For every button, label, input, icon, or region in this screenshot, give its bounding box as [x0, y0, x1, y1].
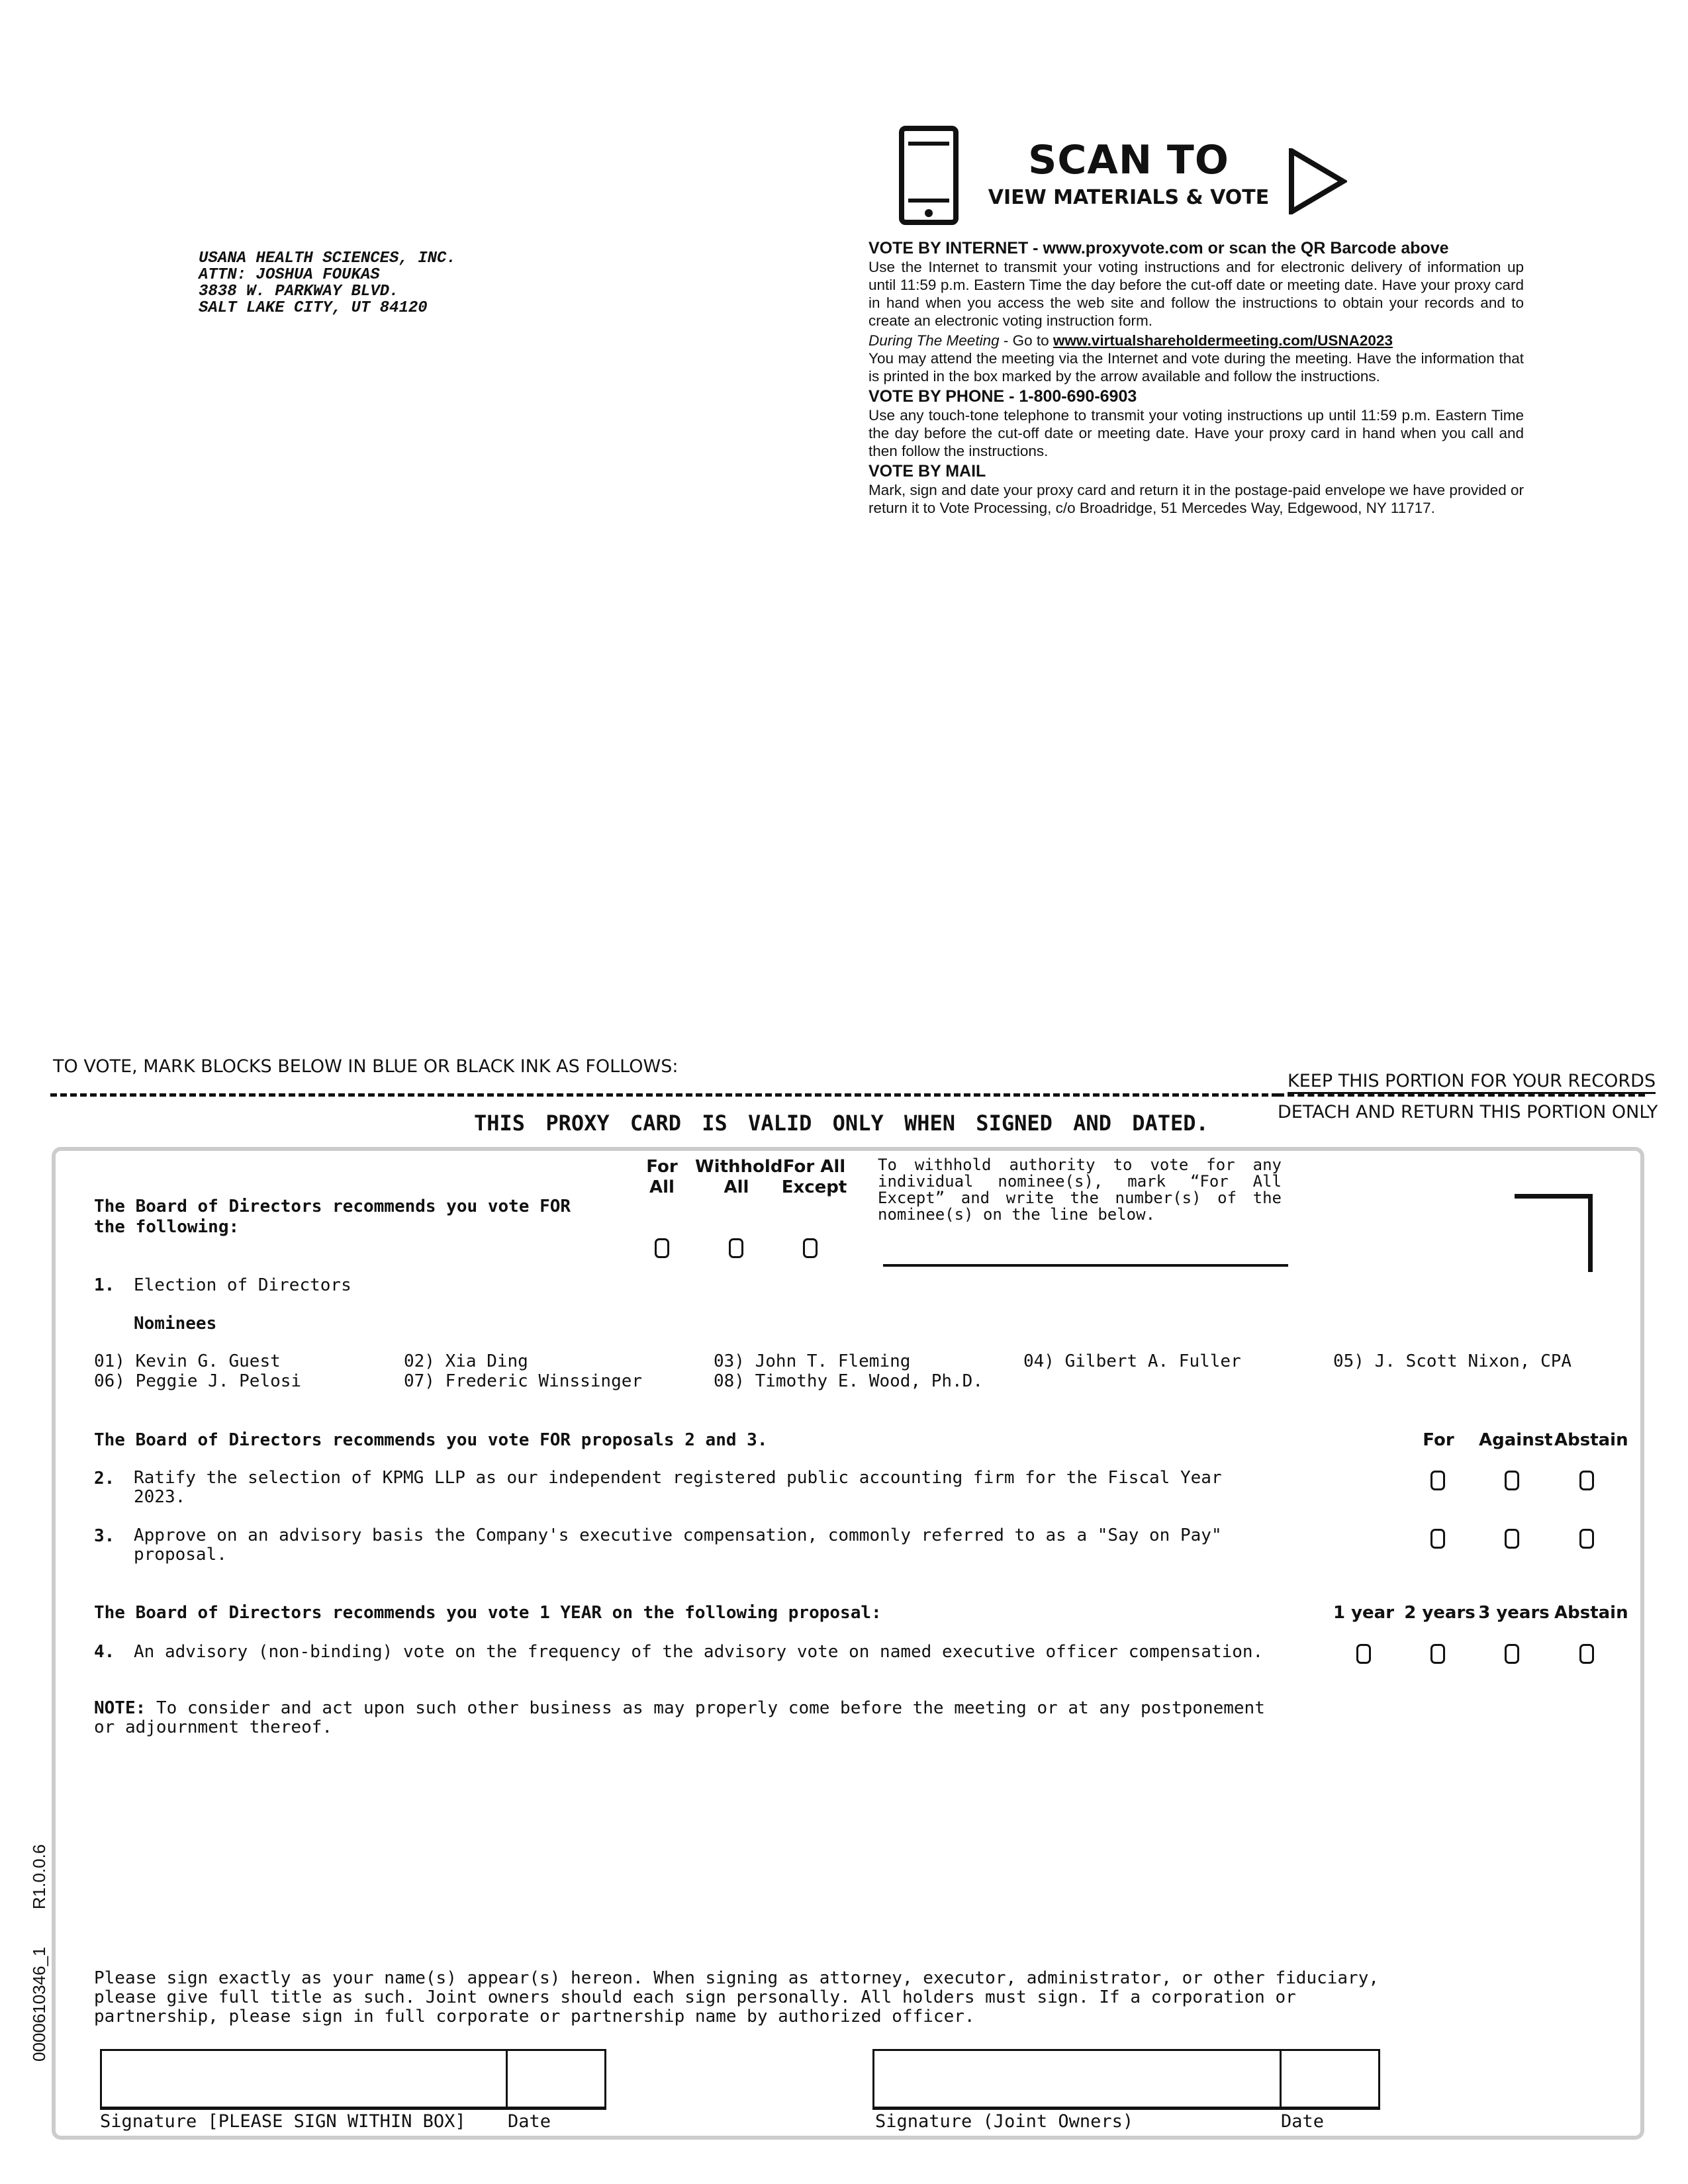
checkbox-item4-abstain[interactable] [1579, 1644, 1594, 1664]
col-against: Against [1479, 1430, 1553, 1450]
mail-heading: VOTE BY MAIL [868, 462, 986, 480]
item2-line1: Ratify the selection of KPMG LLP as our independent registered public accounting firm for the Fiscal Year [134, 1468, 1222, 1488]
col-for-all-line2: All [649, 1177, 675, 1197]
board-rec-1-line2: the following: [94, 1217, 240, 1237]
to-vote-instruction: TO VOTE, MARK BLOCKS BELOW IN BLUE OR BLACK INK AS FOLLOWS: [53, 1056, 679, 1077]
item4-text: An advisory (non-binding) vote on the frequency of the advisory vote on named executive officer compensation. [134, 1642, 1264, 1662]
joint-date-box[interactable] [1280, 2049, 1380, 2110]
corner-mark [1515, 1194, 1593, 1272]
col-abstain-4: Abstain [1554, 1603, 1628, 1623]
keep-portion-label: KEEP THIS PORTION FOR YOUR RECORDS [1288, 1071, 1656, 1094]
checkbox-item4-1-year[interactable] [1356, 1644, 1371, 1664]
col-except-line2: Except [781, 1177, 847, 1197]
item3-line1: Approve on an advisory basis the Company's executive compensation, commonly referred to as a "Say on Pay" [134, 1525, 1222, 1545]
nominees-label: Nominees [134, 1314, 217, 1334]
scan-subtitle: VIEW MATERIALS & VOTE [988, 186, 1270, 209]
note [94, 1699, 1265, 1737]
detach-line [50, 1093, 1278, 1097]
signature-label: Signature [PLEASE SIGN WITHIN BOX] [100, 2111, 466, 2132]
internet-text: Use the Internet to transmit your voting instructions and for electronic delivery of information up until 11:59 p.m. Eastern Time the day before the cut-off date or meeting date. Have your proxy card in hand when you access the web site and follow the instructions to obtain your records and to create an electronic voting instruction form. [868, 259, 1524, 329]
joint-date-label: Date [1281, 2111, 1325, 2132]
mail-text: Mark, sign and date your proxy card and return it in the postage-paid envelope we have provided or return it to Vote Processing, c/o Broadridge, 51 Mercedes Way, Edgewood, NY 11717. [868, 482, 1524, 516]
checkbox-item2-against[interactable] [1505, 1471, 1519, 1490]
col-2-years: 2 years [1404, 1603, 1476, 1623]
board-rec-1-line1: The Board of Directors recommends you vote FOR [94, 1197, 571, 1216]
item2-line2: 2023. [134, 1487, 186, 1507]
nominee-07: 07) Frederic Winssinger [404, 1371, 643, 1391]
joint-signature-box[interactable] [872, 2049, 1282, 2110]
checkbox-item3-against[interactable] [1505, 1529, 1519, 1549]
nominee-03: 03) John T. Fleming [714, 1351, 911, 1371]
meeting-label: During The Meeting [868, 332, 1000, 349]
col-for: For [1423, 1430, 1454, 1450]
sign-instructions [94, 1969, 1379, 2026]
checkbox-item3-abstain[interactable] [1579, 1529, 1594, 1549]
withhold-note: To withhold authority to vote for any individual nominee(s), mark “For All Except” and write the number(s) of the nominee(s) on the line below. [878, 1156, 1282, 1224]
scan-title: SCAN TO [1028, 137, 1229, 183]
meeting-line [868, 332, 1524, 349]
checkbox-item2-for[interactable] [1430, 1471, 1445, 1490]
meeting-goto: - Go to [999, 332, 1053, 349]
address-line-4: SALT LAKE CITY, UT 84120 [199, 299, 428, 317]
nominee-01: 01) Kevin G. Guest [94, 1351, 281, 1371]
nominee-05: 05) J. Scott Nixon, CPA [1333, 1351, 1572, 1371]
checkbox-for-all-except[interactable] [803, 1238, 818, 1258]
valid-notice: THIS PROXY CARD IS VALID ONLY WHEN SIGNED AND DATED. [474, 1111, 1209, 1136]
checkbox-withhold-all[interactable] [729, 1238, 743, 1258]
nominee-04: 04) Gilbert A. Fuller [1023, 1351, 1241, 1371]
side-code-id: 0000610346_1 [29, 1946, 49, 2062]
address-line-3: 3838 W. PARKWAY BLVD. [199, 283, 399, 300]
checkbox-item4-3-years[interactable] [1505, 1644, 1519, 1664]
col-1-year: 1 year [1333, 1603, 1395, 1623]
col-withhold-line1: Withhold [695, 1157, 783, 1177]
item3-text [134, 1526, 1222, 1565]
nominee-02: 02) Xia Ding [404, 1351, 528, 1371]
col-for-all [635, 1157, 688, 1198]
signature-box[interactable] [100, 2049, 508, 2110]
item2-text [134, 1469, 1222, 1507]
board-rec-3: The Board of Directors recommends you vote 1 YEAR on the following proposal: [94, 1603, 882, 1623]
col-withhold-line2: All [724, 1177, 749, 1197]
item1-num: 1. [94, 1275, 115, 1295]
sign-line2: please give full title as such. Joint owners should each sign personally. All holders must sign. If a corporation or [94, 1987, 1296, 2007]
note-line1: To consider and act upon such other business as may properly come before the meeting or at any postponement [156, 1698, 1265, 1718]
item3-line2: proposal. [134, 1545, 227, 1565]
note-line2: or adjournment thereof. [94, 1717, 333, 1737]
meeting-text: You may attend the meeting via the Internet and vote during the meeting. Have the information that is printed in the box marked by the arrow available and follow the instructions. [868, 350, 1524, 385]
item3-num: 3. [94, 1526, 115, 1546]
nominee-08: 08) Timothy E. Wood, Ph.D. [714, 1371, 983, 1391]
checkbox-item4-2-years[interactable] [1430, 1644, 1445, 1664]
col-for-all-line1: For [646, 1157, 678, 1177]
meeting-url-link[interactable]: www.virtualshareholdermeeting.com/USNA2023 [1053, 332, 1393, 349]
checkbox-for-all[interactable] [655, 1238, 669, 1258]
nominee-06: 06) Peggie J. Pelosi [94, 1371, 302, 1391]
date-label: Date [508, 2111, 551, 2132]
checkbox-item3-for[interactable] [1430, 1529, 1445, 1549]
checkbox-item2-abstain[interactable] [1579, 1471, 1594, 1490]
address-line-1: USANA HEALTH SCIENCES, INC. [199, 250, 456, 267]
phone-heading: VOTE BY PHONE - 1-800-690-6903 [868, 387, 1137, 406]
col-3-years: 3 years [1478, 1603, 1550, 1623]
board-rec-2: The Board of Directors recommends you vote FOR proposals 2 and 3. [94, 1430, 768, 1450]
smartphone-icon [899, 126, 959, 225]
date-box[interactable] [506, 2049, 606, 2110]
side-code-version: R1.0.0.6 [29, 1844, 49, 1909]
col-withhold-all [695, 1157, 783, 1198]
col-except-line1: For All [782, 1157, 846, 1177]
sign-line1: Please sign exactly as your name(s) appear(s) hereon. When signing as attorney, executor, administrator, or other fiduciary, [94, 1968, 1380, 1988]
phone-text: Use any touch-tone telephone to transmit your voting instructions up until 11:59 p.m. Eastern Time the day before the cut-off date or meeting date. Have your proxy card in hand when you call and then follow the instructions. [868, 407, 1524, 459]
item4-num: 4. [94, 1642, 115, 1662]
address-line-2: ATTN: JOSHUA FOUKAS [199, 266, 380, 284]
item1-text: Election of Directors [134, 1275, 352, 1295]
voting-instructions [868, 238, 1524, 517]
play-arrow-icon [1288, 148, 1347, 214]
return-address [199, 250, 456, 316]
joint-signature-label: Signature (Joint Owners) [875, 2111, 1134, 2132]
note-label: NOTE: [94, 1698, 146, 1718]
sign-line3: partnership, please sign in full corporate or partnership name by authorized officer. [94, 2007, 975, 2026]
board-rec-1 [94, 1197, 571, 1238]
col-abstain: Abstain [1554, 1430, 1628, 1450]
internet-heading: VOTE BY INTERNET - www.proxyvote.com or scan the QR Barcode above [868, 239, 1449, 257]
item2-num: 2. [94, 1469, 115, 1488]
col-for-all-except [781, 1157, 847, 1198]
detach-return-label: DETACH AND RETURN THIS PORTION ONLY [1278, 1102, 1658, 1122]
except-write-line[interactable] [883, 1264, 1288, 1267]
detach-line-right [1278, 1093, 1645, 1097]
